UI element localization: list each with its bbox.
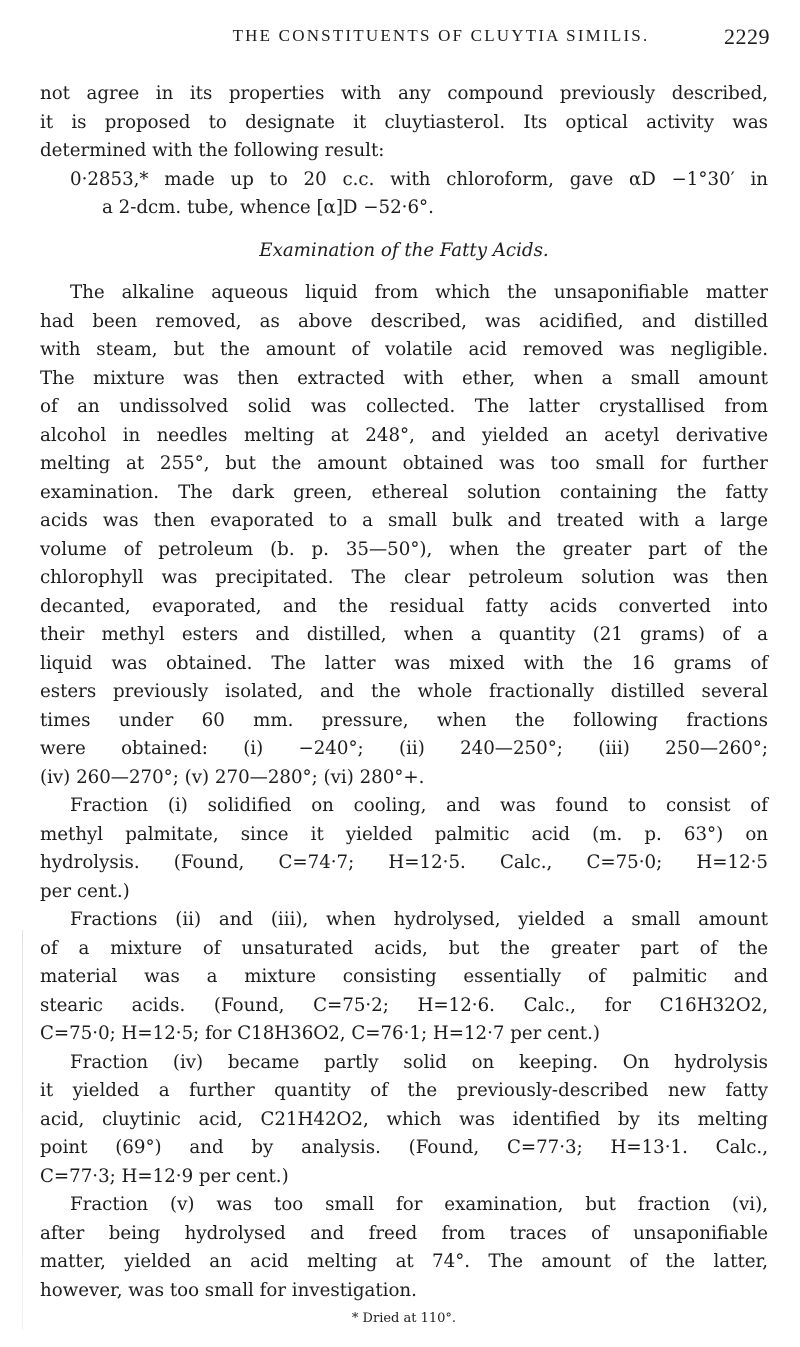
text-line: point (69°) and by analysis. (Found, C=77·3; H=13·1. Calc., bbox=[40, 1137, 768, 1158]
text-line: Fraction (i) solidified on cooling, and was found to consist of bbox=[70, 795, 768, 816]
text-line: hydrolysis. (Found, C=74·7; H=12·5. Calc., C=75·0; H=12·5 bbox=[40, 852, 768, 873]
text-line: a 2-dcm. tube, whence [α]D −52·6°. bbox=[102, 197, 434, 218]
text-line: alcohol in needles melting at 248°, and yielded an acetyl derivative bbox=[40, 424, 768, 446]
text-line: 0·2853,* made up to 20 c.c. with chloroform, gave αD −1°30′ in bbox=[70, 168, 768, 190]
intro-paragraph bbox=[40, 80, 768, 166]
body-text bbox=[40, 80, 768, 1329]
text-line: times under 60 mm. pressure, when the following fractions bbox=[40, 709, 768, 731]
text-line: acid, cluytinic acid, C21H42O2, which was identified by its melting bbox=[40, 1108, 768, 1130]
text-line: had been removed, as above described, was acidified, and distilled bbox=[40, 310, 768, 332]
text-line: examination. The dark green, ethereal solution containing the fatty bbox=[40, 481, 768, 503]
text-line: melting at 255°, but the amount obtained was too small for further bbox=[40, 453, 768, 474]
text-line: after being hydrolysed and freed from traces of unsaponifiable bbox=[40, 1222, 768, 1244]
text-line: of an undissolved solid was collected. The latter crystallised from bbox=[40, 396, 768, 417]
footnote: * Dried at 110°. bbox=[351, 1311, 457, 1326]
text-line: however, was too small for investigation. bbox=[40, 1279, 417, 1301]
text-line: of a mixture of unsaturated acids, but the greater part of the bbox=[40, 937, 768, 959]
section-heading: Examination of the Fatty Acids. bbox=[259, 239, 549, 261]
text-line: acids was then evaporated to a small bulk and treated with a large bbox=[40, 510, 768, 531]
text-line: C=75·0; H=12·5; for C18H36O2, C=76·1; H=12·7 per cent.) bbox=[40, 1023, 600, 1044]
text-line: matter, yielded an acid melting at 74°. The amount of the latter, bbox=[40, 1251, 768, 1272]
text-line: their methyl esters and distilled, when a quantity (21 grams) of a bbox=[40, 624, 768, 645]
paragraph-fraction-i bbox=[40, 792, 768, 906]
text-line: chlorophyll was precipitated. The clear petroleum solution was then bbox=[40, 567, 768, 588]
text-line: Fraction (v) was too small for examination, but fraction (vi), bbox=[70, 1194, 768, 1215]
text-line: were obtained: (i) −240°; (ii) 240—250°; (iii) 250—260°; bbox=[40, 738, 768, 759]
text-line: per cent.) bbox=[40, 880, 130, 902]
text-line: Fractions (ii) and (iii), when hydrolysed, yielded a small amount bbox=[70, 909, 768, 930]
scan-margin-shadow bbox=[22, 930, 23, 1330]
page-number: 2229 bbox=[724, 24, 770, 49]
rotation-result bbox=[40, 166, 768, 223]
text-line: Fraction (iv) became partly solid on keeping. On hydrolysis bbox=[70, 1051, 768, 1073]
text-line: it is proposed to designate it cluytiasterol. Its optical activity was bbox=[40, 111, 768, 133]
text-line: C=77·3; H=12·9 per cent.) bbox=[40, 1165, 289, 1187]
paragraph-fraction-iv bbox=[40, 1049, 768, 1192]
text-line: determined with the following result: bbox=[40, 140, 385, 161]
text-line: stearic acids. (Found, C=75·2; H=12·6. Calc., for C16H32O2, bbox=[40, 994, 768, 1016]
text-line: esters previously isolated, and the whole fractionally distilled several bbox=[40, 681, 768, 702]
running-head bbox=[112, 26, 770, 56]
paragraph-fractions-v-vi bbox=[40, 1191, 768, 1305]
text-line: The alkaline aqueous liquid from which the unsaponifiable matter bbox=[70, 282, 768, 303]
text-line: it yielded a further quantity of the previously-described new fatty bbox=[40, 1080, 768, 1101]
text-line: material was a mixture consisting essentially of palmitic and bbox=[40, 966, 768, 987]
text-line: methyl palmitate, since it yielded palmitic acid (m. p. 63°) on bbox=[40, 823, 768, 845]
text-line: decanted, evaporated, and the residual fatty acids converted into bbox=[40, 595, 768, 617]
running-title: THE CONSTITUENTS OF CLUYTIA SIMILIS. bbox=[232, 26, 650, 45]
text-line: not agree in its properties with any compound previously described, bbox=[40, 83, 768, 104]
paragraph-fatty-acids bbox=[40, 279, 768, 792]
text-line: The mixture was then extracted with ether, when a small amount bbox=[40, 367, 768, 389]
text-line: (iv) 260—270°; (v) 270—280°; (vi) 280°+. bbox=[40, 766, 425, 788]
paragraph-fractions-ii-iii bbox=[40, 906, 768, 1049]
text-line: volume of petroleum (b. p. 35—50°), when the greater part of the bbox=[40, 538, 768, 560]
text-line: liquid was obtained. The latter was mixed with the 16 grams of bbox=[40, 652, 768, 674]
text-line: with steam, but the amount of volatile acid removed was negligible. bbox=[40, 339, 768, 360]
